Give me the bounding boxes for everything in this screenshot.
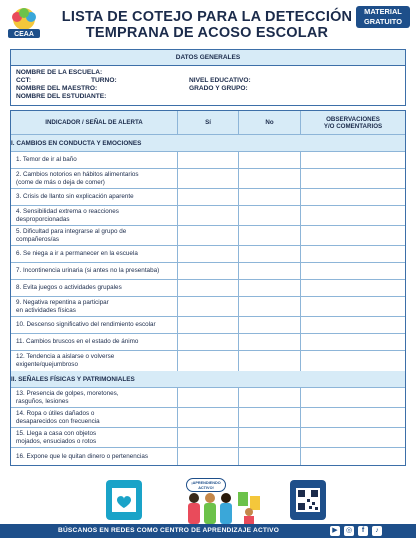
checklist-row [11, 226, 405, 246]
no-cell[interactable] [239, 428, 301, 447]
checklist-row [11, 246, 405, 263]
yes-cell[interactable] [178, 263, 239, 279]
checklist-row [11, 317, 405, 334]
no-cell[interactable] [239, 280, 301, 296]
yes-cell[interactable] [178, 206, 239, 225]
no-cell[interactable] [239, 408, 301, 427]
yes-cell[interactable] [178, 152, 239, 168]
svg-text:CEAA: CEAA [14, 31, 34, 38]
indicator-text: 11. Cambios bruscos en el estado de ánimo [11, 334, 178, 350]
checklist-row [11, 408, 405, 428]
checklist-row [11, 280, 405, 297]
checklist-row [11, 189, 405, 206]
notes-cell[interactable] [301, 189, 405, 205]
youtube-icon[interactable]: ▶ [330, 526, 340, 536]
yes-cell[interactable] [178, 351, 239, 371]
no-cell[interactable] [239, 206, 301, 225]
indicator-text: 12. Tendencia a aislarse o volverse exigente/quejumbroso [11, 351, 178, 371]
notes-cell[interactable] [301, 246, 405, 262]
yes-cell[interactable] [178, 280, 239, 296]
qr-card-right [290, 480, 326, 520]
indicator-text: 5. Dificultad para integrarse al grupo de compañeros/as [11, 226, 178, 245]
yes-cell[interactable] [178, 428, 239, 447]
indicator-text: 3. Crisis de llanto sin explicación aparente [11, 189, 178, 205]
children-illustration [180, 492, 240, 524]
notes-cell[interactable] [301, 317, 405, 333]
no-cell[interactable] [239, 263, 301, 279]
no-cell[interactable] [239, 297, 301, 316]
tiktok-icon[interactable]: ♪ [372, 526, 382, 536]
teacher-field-label: NOMBRE DEL MAESTRO: [16, 85, 98, 92]
qr-code-icon [112, 488, 136, 512]
social-search-text: BÚSCANOS EN REDES COMO CENTRO DE APRENDIZAJE ACTIVO [58, 527, 280, 534]
page-header [0, 0, 416, 46]
indicator-text: 16. Expone que le quitan dinero o pertenencias [11, 448, 178, 465]
yes-cell[interactable] [178, 334, 239, 350]
notes-cell[interactable] [301, 263, 405, 279]
footer-illustration [0, 476, 416, 524]
checklist-row [11, 206, 405, 226]
school-field-label: NOMBRE DE LA ESCUELA: [16, 69, 103, 76]
yes-cell[interactable] [178, 408, 239, 427]
notes-cell[interactable] [301, 351, 405, 371]
indicator-text: 8. Evita juegos o actividades grupales [11, 280, 178, 296]
qr-card-left [106, 480, 142, 520]
yes-cell[interactable] [178, 317, 239, 333]
notes-cell[interactable] [301, 408, 405, 427]
shift-field-label: TURNO: [91, 77, 117, 84]
indicator-text: 1. Temor de ir al baño [11, 152, 178, 168]
indicator-text: 13. Presencia de golpes, moretones, rasguños, lesiones [11, 388, 178, 407]
yes-column-header: Sí [178, 111, 239, 134]
indicator-text: 4. Sensibilidad extrema o reacciones desproporcionadas [11, 206, 178, 225]
yes-cell[interactable] [178, 189, 239, 205]
yes-cell[interactable] [178, 226, 239, 245]
checklist-row [11, 169, 405, 189]
no-cell[interactable] [239, 189, 301, 205]
notes-cell[interactable] [301, 448, 405, 465]
indicator-text: 9. Negativa repentina a participar en actividades físicas [11, 297, 178, 316]
notes-column-header: OBSERVACIONES Y/O COMENTARIOS [323, 115, 383, 130]
bottom-bar [0, 524, 416, 538]
table-header-row [11, 111, 405, 135]
kids-signs-icon [236, 490, 262, 524]
notes-cell[interactable] [301, 428, 405, 447]
notes-cell[interactable] [301, 334, 405, 350]
yes-cell[interactable] [178, 388, 239, 407]
checklist-row [11, 152, 405, 169]
no-cell[interactable] [239, 388, 301, 407]
notes-cell[interactable] [301, 226, 405, 245]
checklist-row [11, 263, 405, 280]
notes-cell[interactable] [301, 206, 405, 225]
checklist-row [11, 388, 405, 408]
facebook-icon[interactable]: f [358, 526, 368, 536]
cct-field-label: CCT: [16, 77, 32, 84]
instagram-icon[interactable]: ◎ [345, 527, 353, 534]
no-column-header: No [239, 111, 301, 134]
no-cell[interactable] [239, 334, 301, 350]
page-title: LISTA DE COTEJO PARA LA DETECCIÓN TEMPRANA DE ACOSO ESCOLAR [61, 9, 353, 41]
grade-field-label: GRADO Y GRUPO: [189, 85, 248, 92]
free-material-badge: MATERIAL GRATUITO [356, 6, 410, 28]
yes-cell[interactable] [178, 246, 239, 262]
yes-cell[interactable] [178, 297, 239, 316]
indicator-text: 14. Ropa o útiles dañados o desaparecidos con frecuencia [11, 408, 178, 427]
ceaa-logo [6, 5, 42, 41]
no-cell[interactable] [239, 226, 301, 245]
speech-bubble: ¡APRENDIENDO ACTIVO! [186, 478, 226, 492]
checklist-table [10, 110, 406, 466]
general-data-title: DATOS GENERALES [11, 50, 405, 66]
indicator-column-header: INDICADOR / SEÑAL DE ALERTA [11, 111, 178, 134]
indicator-text: 10. Descenso significativo del rendimiento escolar [11, 317, 178, 333]
no-cell[interactable] [239, 448, 301, 465]
indicator-text: 6. Se niega a ir a permanecer en la escuela [11, 246, 178, 262]
indicator-text: 2. Cambios notorios en hábitos alimentarios (come de más o deja de comer) [11, 169, 178, 188]
level-field-label: NIVEL EDUCATIVO: [189, 77, 251, 84]
no-cell[interactable] [239, 152, 301, 168]
checklist-row [11, 351, 405, 371]
notes-cell[interactable] [301, 152, 405, 168]
checklist-row [11, 428, 405, 448]
notes-cell[interactable] [301, 169, 405, 188]
checklist-row [11, 297, 405, 317]
general-data-box [10, 49, 406, 106]
section-physical-signs: II. SEÑALES FÍSICAS Y PATRIMONIALES [11, 371, 405, 388]
yes-cell[interactable] [178, 448, 239, 465]
notes-cell[interactable] [301, 388, 405, 407]
checklist-row [11, 448, 405, 465]
indicator-text: 15. Llega a casa con objetos mojados, ensuciados o rotos [11, 428, 178, 447]
no-cell[interactable] [239, 351, 301, 371]
checklist-row [11, 334, 405, 351]
no-cell[interactable] [239, 317, 301, 333]
section-behavior-emotions: I. CAMBIOS EN CONDUCTA Y EMOCIONES [11, 135, 405, 152]
notes-cell[interactable] [301, 280, 405, 296]
indicator-text: 7. Incontinencia urinaria (si antes no la presentaba) [11, 263, 178, 279]
no-cell[interactable] [239, 169, 301, 188]
notes-cell[interactable] [301, 297, 405, 316]
qr-code-icon [296, 488, 320, 512]
student-field-label: NOMBRE DEL ESTUDIANTE: [16, 93, 107, 100]
yes-cell[interactable] [178, 169, 239, 188]
no-cell[interactable] [239, 246, 301, 262]
